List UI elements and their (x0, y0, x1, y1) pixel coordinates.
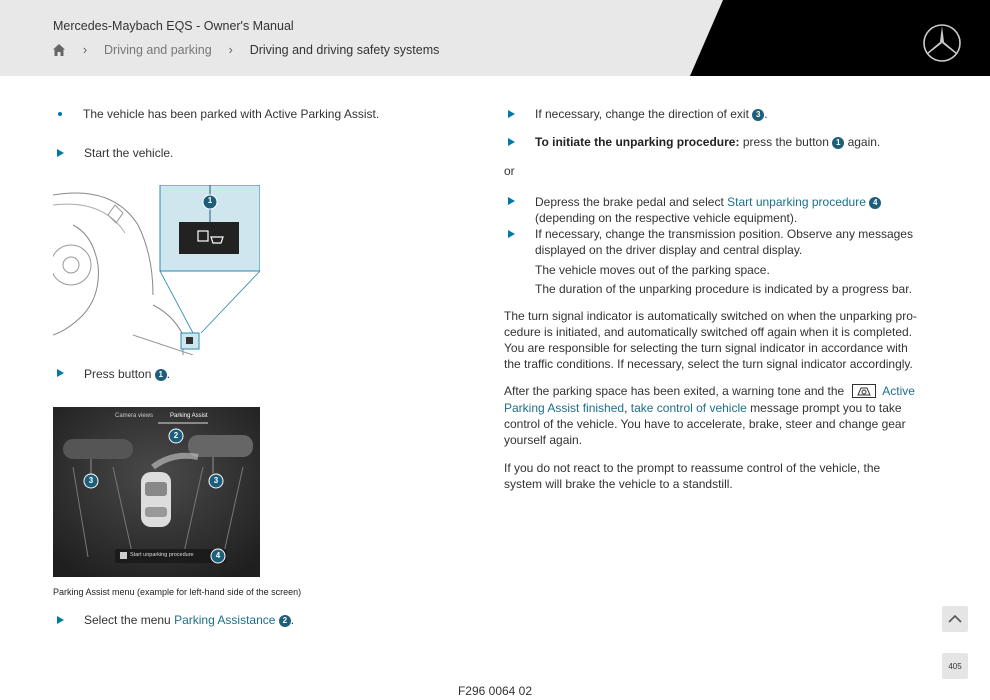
figure-callout-1: 1 (207, 196, 213, 205)
breadcrumb-link-driving[interactable]: Driving and parking (104, 42, 212, 57)
parking-assistance-link[interactable]: Parking Assistance (174, 613, 276, 627)
screen-start-unparking-label: Start unparking procedure (130, 552, 194, 558)
bullet-dot (58, 112, 62, 116)
scroll-to-top-button[interactable] (942, 606, 968, 632)
exit-para-l3: control of the vehicle. You have to accelerate, brake, steer and change gear (504, 417, 906, 431)
take-control-link[interactable]: take control of vehicle (630, 401, 747, 415)
standstill-para-l1: If you do not react to the prompt to reassume control of the vehicle, the (504, 461, 881, 475)
right-step-initiate: To initiate the unparking procedure: press the button 1 again. (535, 135, 881, 149)
figure-parking-assist-screen (53, 407, 260, 577)
step-arrow-icon (57, 369, 64, 377)
right-step-brake-line2: (depending on the respective vehicle equipment). (535, 211, 798, 225)
right-step-transmission: If necessary, change the transmission position. Observe any messages (535, 227, 913, 241)
or-separator: or (504, 164, 515, 178)
step-arrow-icon (508, 230, 515, 238)
left-step-select-menu: Select the menu Parking Assistance 2 . (84, 613, 295, 627)
turn-signal-para-l1: The turn signal indicator is automatically switched on when the unparking pro- (504, 309, 917, 323)
callout-badge-2: 2 (279, 615, 291, 627)
right-step-direction: If necessary, change the direction of exit 3 . (535, 107, 768, 121)
exit-para-l4: yourself again. (504, 433, 583, 447)
exit-para-l1: After the parking space has been exited, a warning tone and the Active (504, 384, 915, 398)
active-link[interactable]: Active (882, 384, 915, 398)
result-progress-bar: The duration of the unparking procedure is indicated by a progress bar. (535, 282, 912, 296)
right-step-transmission-line2: displayed on the driver display and central display. (535, 243, 803, 257)
callout-badge-3: 3 (752, 109, 764, 121)
manual-title: Mercedes-Maybach EQS - Owner's Manual (53, 19, 294, 33)
step-arrow-icon (508, 110, 515, 118)
figure-callout-4: 4 (215, 551, 221, 560)
breadcrumb (52, 42, 439, 57)
figure-caption: Parking Assist menu (example for left-hand side of the screen) (53, 587, 302, 597)
result-vehicle-moves: The vehicle moves out of the parking space. (535, 263, 770, 277)
callout-badge-4: 4 (869, 197, 881, 209)
turn-signal-para-l4: the traffic conditions. If necessary, select the turn signal indicator accordingly. (504, 357, 913, 371)
chevron-right-icon: › (228, 42, 233, 57)
callout-badge-1: 1 (832, 137, 844, 149)
exit-para-l2: Parking Assist finished, take control of vehicle message prompt you to take (504, 401, 902, 415)
turn-signal-para-l2: cedure is initiated, and automatically switched off again when it is completed. (504, 325, 913, 339)
figure-callout-3-right: 3 (213, 476, 219, 485)
parking-assist-icon (852, 384, 876, 398)
left-step-start-vehicle: Start the vehicle. (84, 146, 174, 160)
step-arrow-icon (508, 197, 515, 205)
chevron-right-icon: › (82, 42, 88, 57)
parking-assist-finished-link[interactable]: Parking Assist finished (504, 401, 625, 415)
breadcrumb-current: Driving and driving safety systems (249, 42, 440, 57)
start-unparking-link[interactable]: Start unparking procedure (727, 195, 866, 209)
figure-callout-3-left: 3 (88, 476, 94, 485)
step-arrow-icon (57, 616, 64, 624)
screen-tab-parking-assist: Parking Assist (170, 413, 208, 419)
figure-code: F296 0064 02 (457, 684, 533, 698)
step-arrow-icon (508, 138, 515, 146)
home-icon[interactable] (52, 43, 66, 57)
standstill-para-l2: system will brake the vehicle to a standstill. (504, 477, 733, 491)
chevron-up-icon (947, 614, 963, 624)
left-condition-text: The vehicle has been parked with Active Parking Assist. (83, 107, 380, 121)
turn-signal-para-l3: You are responsible for selecting the turn signal indicator in accordance with (504, 341, 908, 355)
page-number-button[interactable]: 405 (942, 653, 968, 679)
right-step-brake: Depress the brake pedal and select Start unparking procedure 4 (535, 194, 881, 210)
screen-tab-camera-views: Camera views (115, 413, 154, 419)
left-step-press-button: Press button 1 . (84, 367, 171, 381)
mercedes-star-logo (922, 23, 962, 63)
callout-badge-1: 1 (155, 369, 167, 381)
step-arrow-icon (57, 149, 64, 157)
figure-callout-2: 2 (173, 431, 179, 440)
figure-center-console (53, 185, 260, 355)
